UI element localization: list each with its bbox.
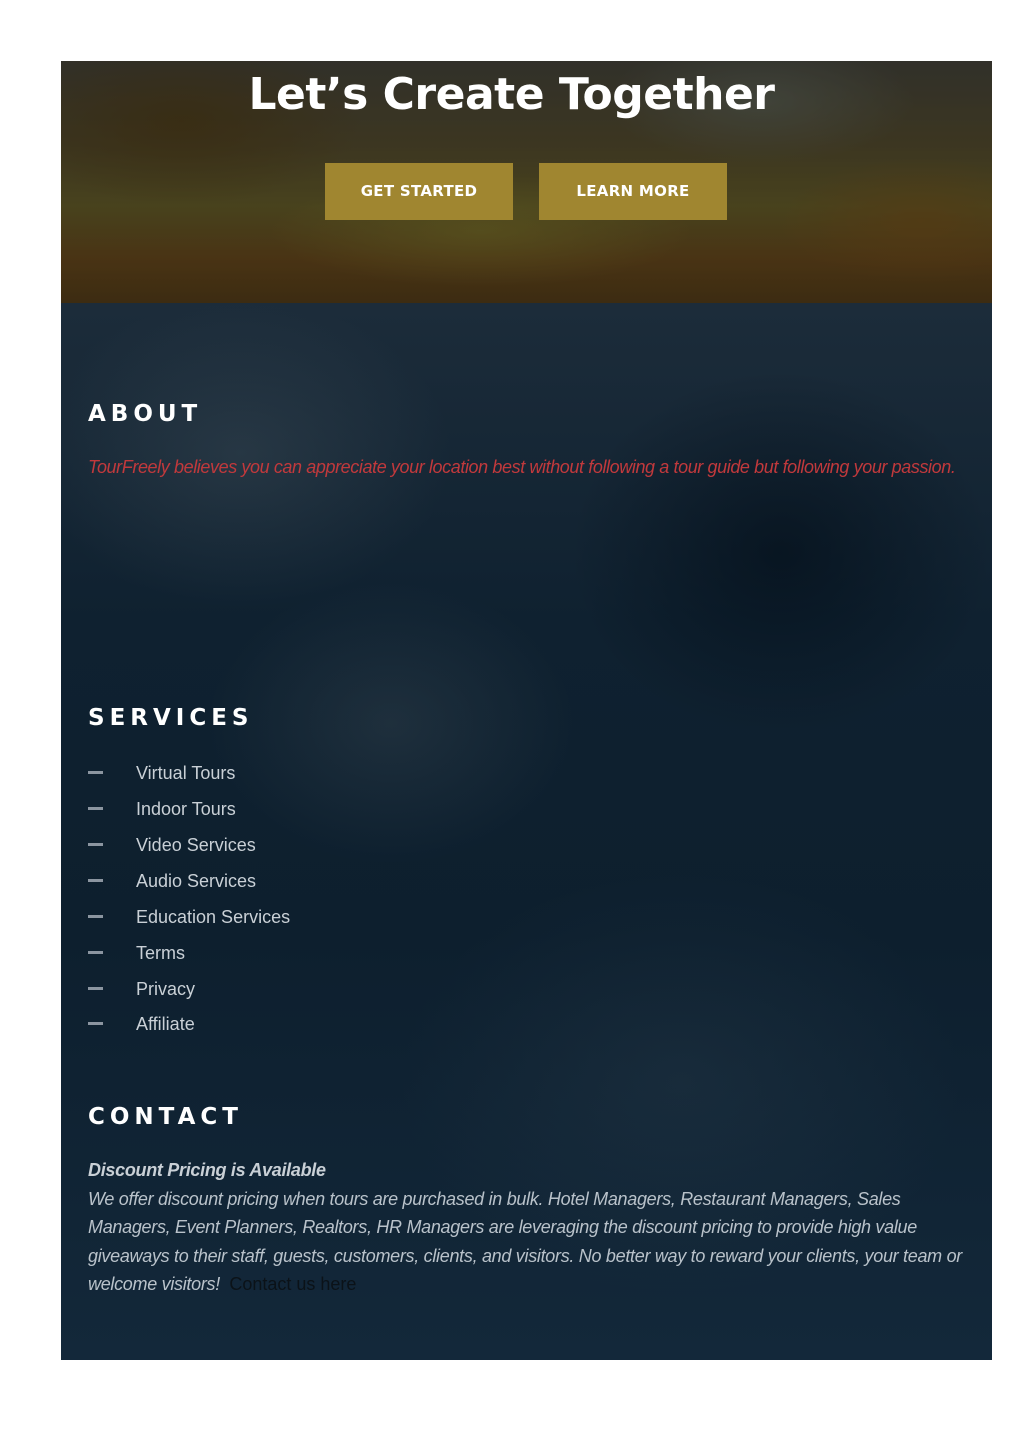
service-link-affiliate[interactable] (88, 1010, 488, 1038)
dash-icon (88, 771, 103, 774)
service-label: Affiliate (136, 1014, 195, 1034)
service-label: Audio Services (136, 871, 257, 891)
dash-icon (88, 987, 103, 990)
service-link-terms[interactable] (88, 939, 488, 967)
dash-icon (88, 843, 103, 846)
page-frame (61, 61, 992, 1360)
contact-heading: CONTACT (88, 1104, 243, 1130)
contact-text-block (88, 1156, 968, 1299)
contact-body: We offer discount pricing when tours are purchased in bulk. Hotel Managers, Restaurant Managers, Sales Managers, Event Planners, Realtors, HR Managers are leveraging the discount pricing to provide high value giveaways to their staff, guests, customers, clients, and visitors. No better way to reward your clients, your team or welcome visitors! (88, 1188, 962, 1294)
services-heading: SERVICES (88, 705, 254, 731)
service-link-education-services[interactable] (88, 903, 488, 931)
dash-icon (88, 807, 103, 810)
footer-section (61, 303, 992, 1360)
dash-icon (88, 1022, 103, 1025)
dash-icon (88, 951, 103, 954)
hero-section (61, 61, 992, 303)
dash-icon (88, 879, 103, 882)
service-label: Terms (136, 943, 185, 963)
hero-title: Let’s Create Together (248, 69, 775, 120)
about-text: TourFreely believes you can appreciate your location best without following a tour guide but following your passion. (88, 457, 956, 477)
get-started-button[interactable]: GET STARTED (325, 163, 513, 220)
service-link-virtual-tours[interactable] (88, 759, 488, 787)
service-label: Video Services (136, 835, 256, 855)
service-link-video-services[interactable] (88, 831, 488, 859)
service-label: Education Services (136, 907, 291, 927)
service-label: Virtual Tours (136, 763, 236, 783)
service-link-audio-services[interactable] (88, 867, 488, 895)
services-list (88, 759, 508, 1049)
service-link-privacy[interactable] (88, 975, 488, 1003)
learn-more-button[interactable]: LEARN MORE (539, 163, 727, 220)
dash-icon (88, 915, 103, 918)
service-label: Privacy (136, 979, 196, 999)
contact-us-link[interactable]: Contact us here (229, 1274, 357, 1294)
service-label: Indoor Tours (136, 799, 236, 819)
about-heading: ABOUT (88, 401, 203, 427)
service-link-indoor-tours[interactable] (88, 795, 488, 823)
contact-title: Discount Pricing is Available (88, 1160, 326, 1180)
